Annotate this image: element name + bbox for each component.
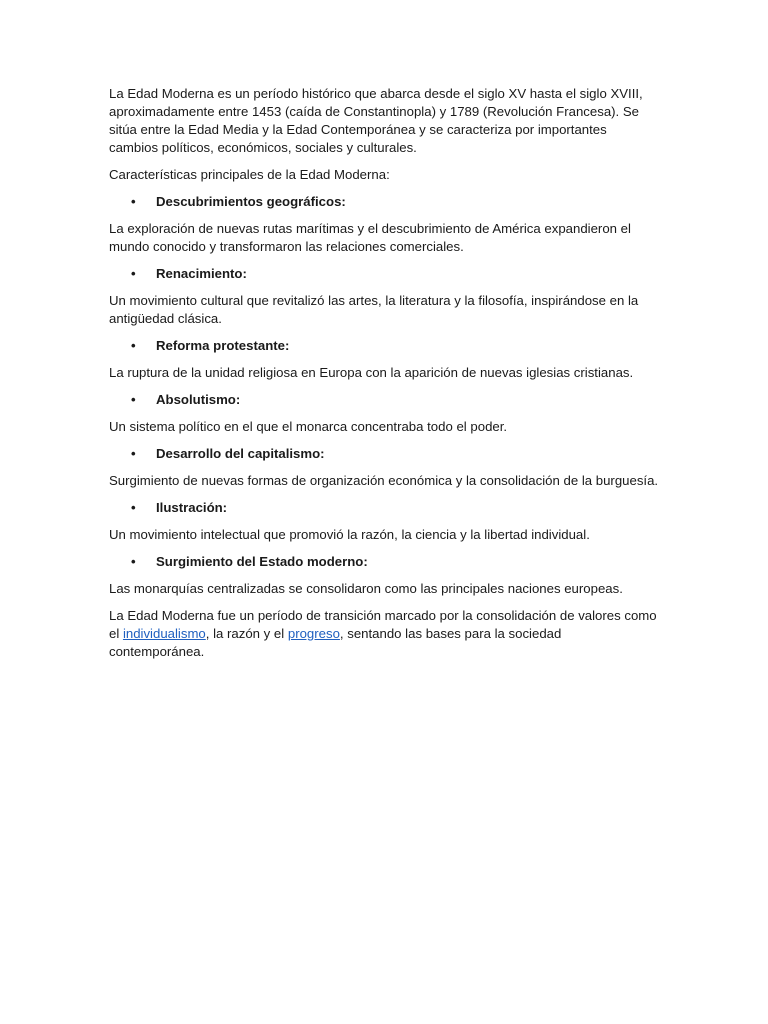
feature-title: Surgimiento del Estado moderno:: [156, 554, 368, 569]
individualismo-link[interactable]: individualismo: [122, 626, 206, 641]
bullet-item: [109, 265, 659, 283]
conclusion-text: La Edad Moderna fue un período de transición marcado por la consolidación de valores como el: [109, 608, 657, 641]
bullet-item: [109, 445, 659, 463]
feature-description: La exploración de nuevas rutas marítimas y el descubrimiento de América expandieron el mundo conocido y transformaron las relaciones comerciales.: [109, 221, 631, 254]
intro-paragraph: La Edad Moderna es un período histórico que abarca desde el siglo XV hasta el siglo XVIII, aproximadamente entre 1453 (caída de Constantinopla) y 1789 (Revolución Francesa). Se sitúa entre la Edad Media y la Edad Contemporánea y se caracteriza por importantes cambios políticos, económicos, sociales y culturales.: [109, 86, 643, 155]
features-heading: Características principales de la Edad Moderna:: [109, 167, 390, 182]
feature-title: Absolutismo:: [156, 392, 241, 407]
progreso-link[interactable]: progreso: [287, 626, 340, 641]
bullet-item: [109, 337, 659, 355]
bullet-item: [109, 553, 659, 571]
feature-description: Las monarquías centralizadas se consolidaron como las principales naciones europeas.: [109, 581, 623, 596]
bullet-icon: •: [131, 554, 136, 569]
conclusion-paragraph: [109, 607, 659, 661]
feature-title: Renacimiento:: [156, 266, 247, 281]
feature-description: Un movimiento cultural que revitalizó las artes, la literatura y la filosofía, inspirándose en la antigüedad clásica.: [109, 293, 639, 326]
bullet-item: [109, 499, 659, 517]
bullet-icon: •: [131, 446, 136, 461]
bullet-icon: •: [131, 392, 136, 407]
feature-description: Un sistema político en el que el monarca concentraba todo el poder.: [109, 419, 508, 434]
bullet-item: [109, 193, 659, 211]
feature-title: Desarrollo del capitalismo:: [156, 446, 325, 461]
document-body: [109, 85, 659, 670]
bullet-icon: •: [131, 500, 136, 515]
feature-description: Surgimiento de nuevas formas de organización económica y la consolidación de la burguesía.: [109, 473, 659, 488]
feature-description: Un movimiento intelectual que promovió la razón, la ciencia y la libertad individual.: [109, 527, 590, 542]
conclusion-text: , sentando las bases para la sociedad contemporánea.: [109, 626, 562, 659]
feature-title: Ilustración:: [156, 500, 228, 515]
feature-title: Descubrimientos geográficos:: [156, 194, 346, 209]
conclusion-text: , la razón y el: [205, 626, 288, 641]
bullet-item: [109, 391, 659, 409]
bullet-icon: •: [131, 266, 136, 281]
bullet-icon: •: [131, 338, 136, 353]
bullet-icon: •: [131, 194, 136, 209]
feature-description: La ruptura de la unidad religiosa en Europa con la aparición de nuevas iglesias cristianas.: [109, 365, 634, 380]
feature-title: Reforma protestante:: [156, 338, 290, 353]
